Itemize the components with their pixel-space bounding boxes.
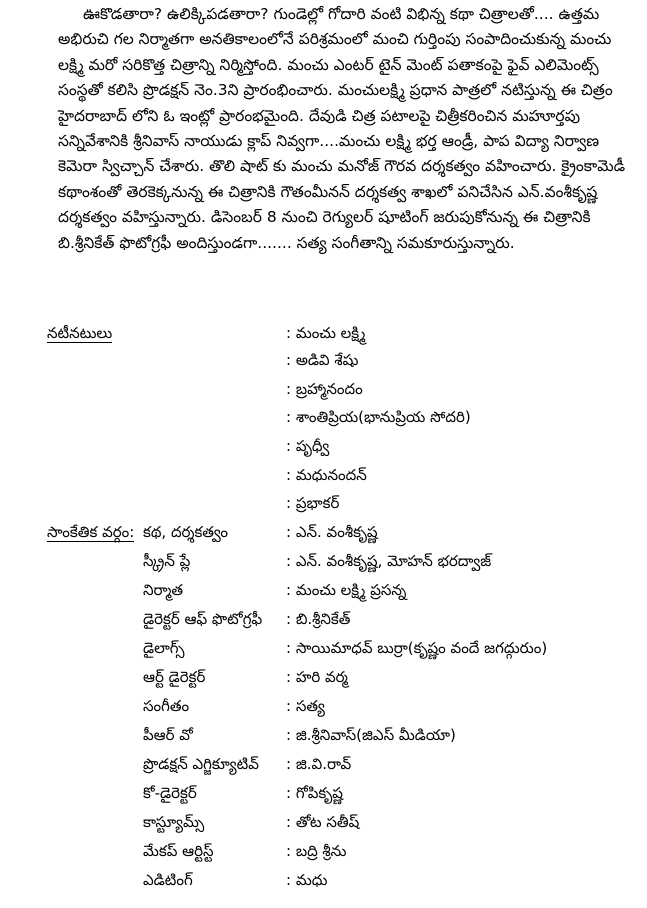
- crew-value: : తోట సతీష్: [286, 813, 360, 831]
- crew-role: డైరెక్టర్ ఆఫ్ ఫొటోగ్రఫీ: [143, 610, 263, 628]
- crew-role: సంగీతం: [143, 697, 190, 715]
- cast-member: : శాంతిప్రియ(భానుప్రియ సోదరి): [286, 408, 471, 426]
- crew-value: : సాయిమాధవ్ బుర్రా(కృష్ణం వందే జగద్గురుం): [286, 639, 548, 657]
- crew-value: : ఎన్. వంశీకృష్ణ: [286, 523, 378, 541]
- crew-value: : సత్య: [286, 697, 325, 715]
- cast-member: : ప్రభాకర్: [286, 494, 340, 512]
- crew-value: : బి.శ్రీనికేత్: [286, 610, 351, 628]
- crew-value: : ఎన్. వంశీకృష్ణ, మోహన్ భరద్వాజ్: [286, 552, 492, 570]
- cast-member: : మంచు లక్ష్మి: [286, 324, 366, 342]
- cast-member: : అడివి శేషు: [286, 351, 359, 369]
- crew-value: : హరి వర్మ: [286, 668, 348, 686]
- crew-role: స్క్రీన్ ప్లే: [143, 552, 191, 570]
- crew-role: ప్రొడక్షన్ ఎగ్జిక్యూటివ్: [143, 755, 259, 773]
- crew-value: : జి.శ్రీనివాస్(జిఎస్ మీడియా): [286, 726, 456, 744]
- cast-member: : మధునందన్: [286, 466, 367, 484]
- crew-value: : బద్రి శ్రీను: [286, 842, 347, 860]
- crew-value: : గోపికృష్ణ: [286, 784, 343, 802]
- crew-value: : మధు: [286, 871, 328, 889]
- crew-role: కాస్ట్యూమ్స్: [143, 813, 205, 831]
- crew-role: ఆర్ట్ డైరెక్టర్: [143, 668, 206, 686]
- crew-role: మేకప్ ఆర్టిస్ట్: [143, 842, 214, 860]
- crew-role: కథ, దర్శకత్వం: [143, 523, 229, 541]
- crew-role: డైలాగ్స్: [143, 639, 185, 657]
- crew-role: పీఆర్ వో: [143, 726, 193, 744]
- cast-member: : పృధ్వీ: [286, 437, 330, 455]
- crew-role: నిర్మాత: [143, 581, 184, 599]
- cast-heading: నటీనటులు: [47, 324, 113, 342]
- crew-role: ఎడిటింగ్: [143, 871, 193, 889]
- article-paragraph: ఊకొడతారా? ఉలిక్కిపడతారా? గుండెల్లో గోదారి వంటి విభిన్న కథా చిత్రాలతో.... ఉత్తమ అభిరుచి గల నిర్మాతగా అనతికాలంలోనే పరిశ్రమంలో మంచి గుర్తింపు సంపాదించుకున్న మంచు లక్ష్మి మరో సరికొత్త చిత్రాన్ని నిర్మిస్తోంది. మంచు ఎంటర్ టైన్ మెంట్ పతాకంపై ఫైవ్ ఎలిమెంట్స్ సంస్థతో కలిసి ప్రొడక్షన్ నెం.3ని ప్రారంభించారు. మంచులక్ష్మి ప్రధాన పాత్రలో నటిస్తున్న ఈ చిత్రం హైదరాబాద్ లోని ఓ ఇంట్లో ప్రారంభమైంది. దేవుడి చిత్ర పటాలపై చిత్రీకరించిన మహూర్తపు సన్నివేశానికి శ్రీనివాస్ నాయుడు క్లాప్ నివ్వగా....మంచు లక్ష్మి భర్త ఆండ్రీ, పాప విద్యా నిర్వాణ కెమెరా స్విచ్చాన్ చేశారు. తొలి షాట్ కు మంచు మనోజ్ గౌరవ దర్శకత్వం వహించారు. క్రైంకామెడీ కథాంశంతో తెరకెక్కనున్న ఈ చిత్రానికి గౌతంమీనన్ దర్శకత్వ శాఖలో పనిచేసిన ఎన్.వంశీకృష్ణ దర్శకత్వం వహిస్తున్నారు. డిసెంబర్ 8 నుంచి రెగ్యులర్ షూటింగ్ జరుపుకోనున్న ఈ చిత్రానికి బి.శ్రీనికేత్ ఫొటోగ్రఫీ అందిస్తుండగా....... సత్య సంగీతాన్ని సమకూరుస్తున్నారు.: [58, 5, 626, 252]
- cast-member: : బ్రహ్మానందం: [286, 380, 363, 398]
- crew-heading: సాంకేతిక వర్గం:: [47, 523, 135, 541]
- crew-role: కో-డైరెక్టర్: [143, 784, 197, 802]
- crew-value: : మంచు లక్ష్మి ప్రసన్న: [286, 581, 407, 599]
- crew-value: : జి.వి.రావ్: [286, 755, 352, 773]
